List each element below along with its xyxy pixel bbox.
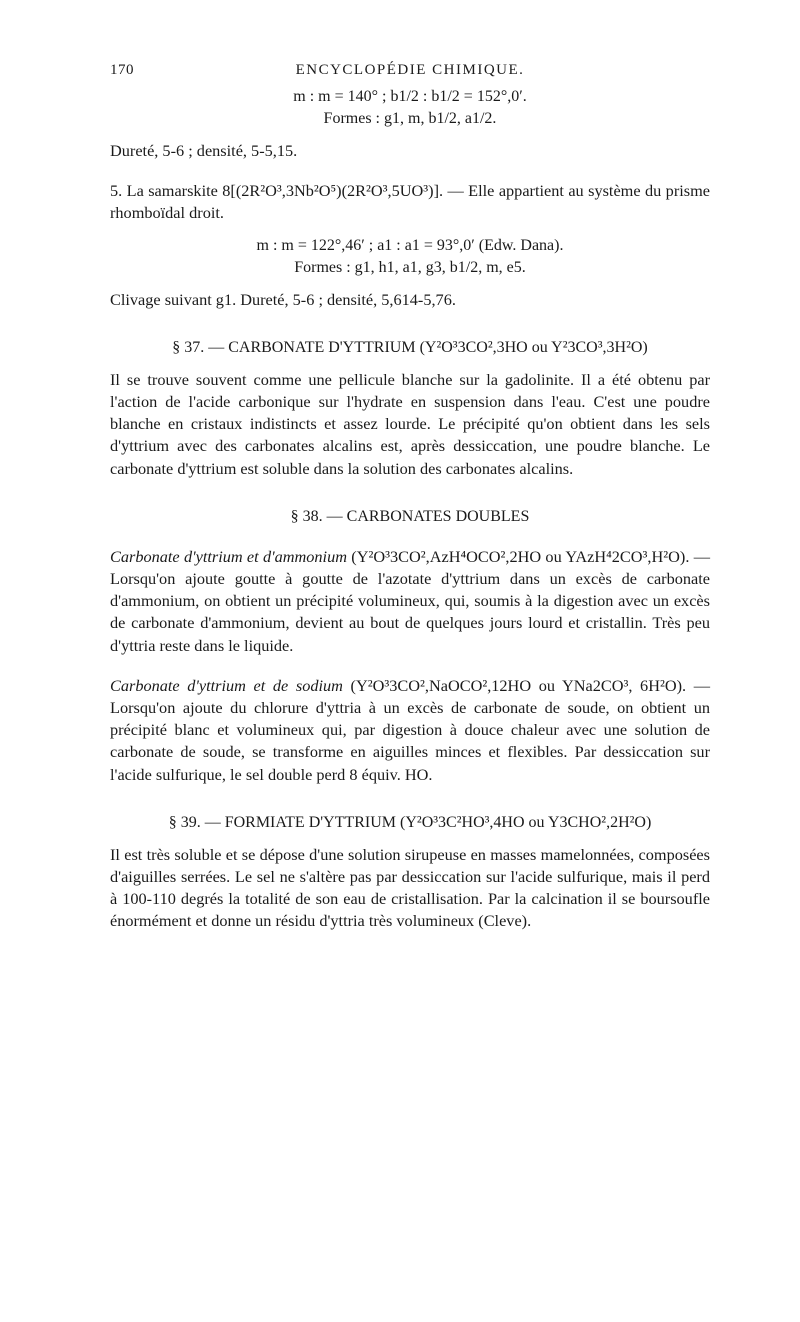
sodium-carbonate-paragraph [110,675,710,786]
ammonium-carbonate-title: Carbonate d'yttrium et d'ammonium [110,546,347,566]
section-39-heading: § 39. — FORMIATE D'YTTRIUM (Y²O³3C²HO³,4HO ou Y3CHO²,2H²O) [168,813,652,831]
section-37-paragraph: Il se trouve souvent comme une pellicule blanche sur la gadolinite. Il a été obtenu par l'action de l'acide carbonique sur l'hydrate en suspension dans l'eau. C'est une poudre blanche en cristaux indistincts et assez lourde. Le précipité qu'on obtient dans les sels d'yttrium avec des carbonates alcalins est, après dessiccation, une poudre blanche. Le carbonate d'yttrium est soluble dans la solution des carbonates alcalins. [110,369,710,478]
section-37-heading: § 37. — CARBONATE D'YTTRIUM (Y²O³3CO²,3HO ou Y²3CO³,3H²O) [172,338,648,356]
ammonium-carbonate-text: (Y²O³3CO²,AzH⁴OCO²,2HO ou YAzH⁴2CO³,H²O). — Lorsqu'on ajoute goutte à goutte de l'azotate d'yttrium dans un excès de carbonate d'ammonium, on obtient un précipité volumineux, qui, soumis à la digestion avec un excès de carbonate d'ammonium, devient au bout de quelques jours lourd et cristallin. Très peu d'yttria reste dans le liquide. [110,546,710,655]
section-39-paragraph: Il est très soluble et se dépose d'une solution sirupeuse en masses mamelonnées, composées d'aiguilles serrées. Le sel ne s'altère pas par dessiccation sur l'acide sulfurique, mais il perd à 100-110 degrés la totalité de son eau de cristallisation. Par la calcination il se boursoufle énormément et donne un résidu d'yttria très volumineux (Cleve). [110,844,710,931]
sodium-carbonate-title: Carbonate d'yttrium et de sodium [110,675,343,695]
angles-line-1: m : m = 140° ; b1/2 : b1/2 = 152°,0′. [293,88,527,105]
section-38-heading: § 38. — CARBONATES DOUBLES [290,507,530,525]
running-title: ENCYCLOPÉDIE CHIMIQUE. [295,62,525,78]
samarskite-formes: Formes : g1, h1, a1, g3, b1/2, m, e5. [294,258,526,276]
page-header [110,58,710,86]
formes-line-1: Formes : g1, m, b1/2, a1/2. [323,110,497,127]
sodium-carbonate-text: (Y²O³3CO²,NaOCO²,12HO ou YNa2CO³, 6H²O). — Lorsqu'on ajoute du chlorure d'yttria à un excès de carbonate de soude, on obtient un précipité blanc et volumineux qui, par digestion à douce chaleur avec une solution de carbonate de soude, se transforme en aiguilles minces et flexibles. Par dessiccation sur l'acide sulfurique, le sel double perd 8 équiv. HO. [110,675,710,784]
document-page [110,58,710,933]
samarskite-paragraph: 5. La samarskite 8[(2R²O³,3Nb²O⁵)(2R²O³,5UO³)]. — Elle appartient au système du prisme rhomboïdal droit. [110,181,710,223]
ammonium-carbonate-paragraph [110,546,710,657]
samarskite-angles: m : m = 122°,46′ ; a1 : a1 = 93°,0′ (Edw. Dana). [256,236,564,254]
page-number: 170 [110,62,134,78]
samarskite-clivage: Clivage suivant g1. Dureté, 5-6 ; densité, 5,614-5,76. [110,289,456,309]
durete-line-1: Dureté, 5-6 ; densité, 5-5,15. [110,141,298,160]
